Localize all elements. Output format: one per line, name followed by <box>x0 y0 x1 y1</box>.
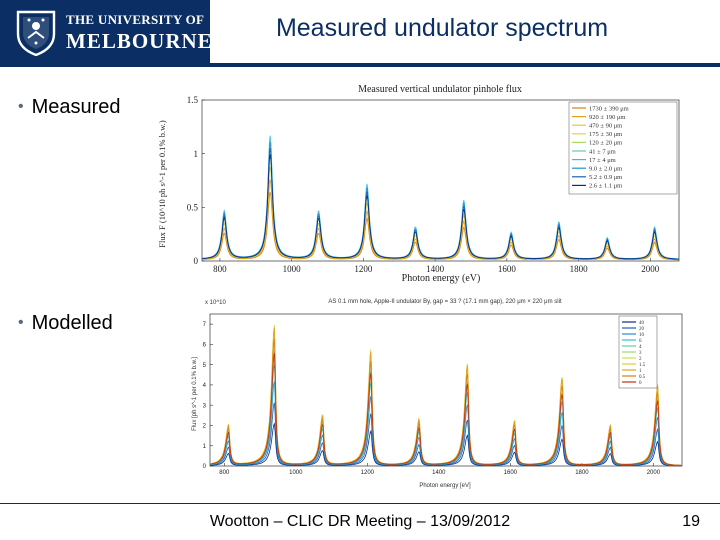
legend-label: 41 ± 7 μm <box>589 148 616 156</box>
x-tick-label: 800 <box>213 264 227 274</box>
legend-label: 120 ± 20 μm <box>589 139 623 147</box>
x-tick-label: 1400 <box>426 264 445 274</box>
y-axis-label: Flux [ph s^-1 per 0.1% b.w.] <box>192 357 198 431</box>
university-name-line2: MELBOURNE <box>66 29 213 53</box>
bullet-modelled <box>18 312 113 335</box>
slide-header <box>0 0 720 63</box>
legend-label: 470 ± 90 μm <box>589 122 623 130</box>
x-tick-label: 1600 <box>503 470 518 476</box>
chart-title: AS 0.1 mm hole, Apple-II undulator By, gap = 33 ? (17.1 mm gap), 220 μm × 220 μm slit <box>328 299 562 305</box>
x-tick-label: 1400 <box>432 470 446 476</box>
y-tick-label: 5 <box>202 362 206 369</box>
legend-label: 175 ± 30 μm <box>589 131 623 139</box>
legend-label: 2.6 ± 1.1 μm <box>589 182 623 190</box>
measured-flux-chart <box>155 78 685 290</box>
x-axis-label: Photon energy [eV] <box>419 483 471 489</box>
slide-title: Measured undulator spectrum <box>275 14 609 42</box>
legend-label: 10 <box>639 332 644 338</box>
legend-label: 6 <box>639 338 642 344</box>
legend-label: 20 <box>639 326 644 332</box>
y-tick-label: 1 <box>202 443 206 450</box>
header-divider <box>0 63 720 67</box>
modelled-flux-chart <box>185 294 690 494</box>
legend-label: 9.0 ± 2.0 μm <box>589 165 623 173</box>
bullet-measured <box>18 96 121 119</box>
x-tick-label: 1200 <box>360 470 375 476</box>
y-axis-label: Flux F (10^10 ph s^-1 per 0.1% b.w.) <box>157 120 167 248</box>
y-tick-label: 1 <box>193 148 198 159</box>
legend-label: 3 <box>639 350 642 356</box>
legend-label: 1730 ± 390 μm <box>589 105 629 113</box>
bullet-dot-icon: • <box>18 314 24 331</box>
y-tick-label: 0.5 <box>186 202 198 213</box>
y-tick-label: 2 <box>202 423 206 430</box>
y-scale-label: x 10^10 <box>205 300 226 306</box>
bullet-label: Measured <box>31 96 121 118</box>
x-tick-label: 1800 <box>569 264 588 274</box>
page-number: 19 <box>682 513 700 530</box>
legend-label: 4 <box>639 344 642 350</box>
y-tick-label: 0 <box>193 256 198 267</box>
x-tick-label: 1000 <box>282 264 301 274</box>
legend-label: 17 ± 4 μm <box>589 156 616 164</box>
footer-divider <box>0 503 720 504</box>
x-tick-label: 1200 <box>354 264 373 274</box>
y-tick-label: 1.5 <box>186 95 198 106</box>
legend-label: 1 <box>639 368 642 374</box>
x-tick-label: 1000 <box>289 470 303 476</box>
y-tick-label: 7 <box>202 322 206 329</box>
legend-label: 0 <box>639 380 642 386</box>
university-name-line1: THE UNIVERSITY OF <box>66 12 205 27</box>
y-tick-label: 6 <box>202 342 206 349</box>
legend-label: 40 <box>639 320 644 326</box>
bullet-dot-icon: • <box>18 98 24 115</box>
chart-title: Measured vertical undulator pinhole flux <box>358 84 522 95</box>
legend-label: 2 <box>639 356 642 362</box>
legend-label: 920 ± 190 μm <box>589 113 626 121</box>
y-tick-label: 0 <box>202 464 206 471</box>
x-tick-label: 2000 <box>646 470 661 476</box>
legend-label: 0.5 <box>639 374 646 380</box>
y-tick-label: 3 <box>202 403 206 410</box>
legend-label: 1.5 <box>639 362 646 368</box>
university-logo <box>0 0 213 63</box>
x-axis-label: Photon energy (eV) <box>401 273 481 284</box>
crest-icon <box>14 8 58 56</box>
y-tick-label: 4 <box>202 383 206 390</box>
bullet-label: Modelled <box>31 312 113 334</box>
x-tick-label: 2000 <box>641 264 660 274</box>
footer-text: Wootton – CLIC DR Meeting – 13/09/2012 <box>209 513 511 530</box>
legend-label: 5.2 ± 0.9 μm <box>589 174 623 182</box>
x-tick-label: 1800 <box>575 470 589 476</box>
x-tick-label: 1600 <box>497 264 516 274</box>
x-tick-label: 800 <box>219 470 230 476</box>
